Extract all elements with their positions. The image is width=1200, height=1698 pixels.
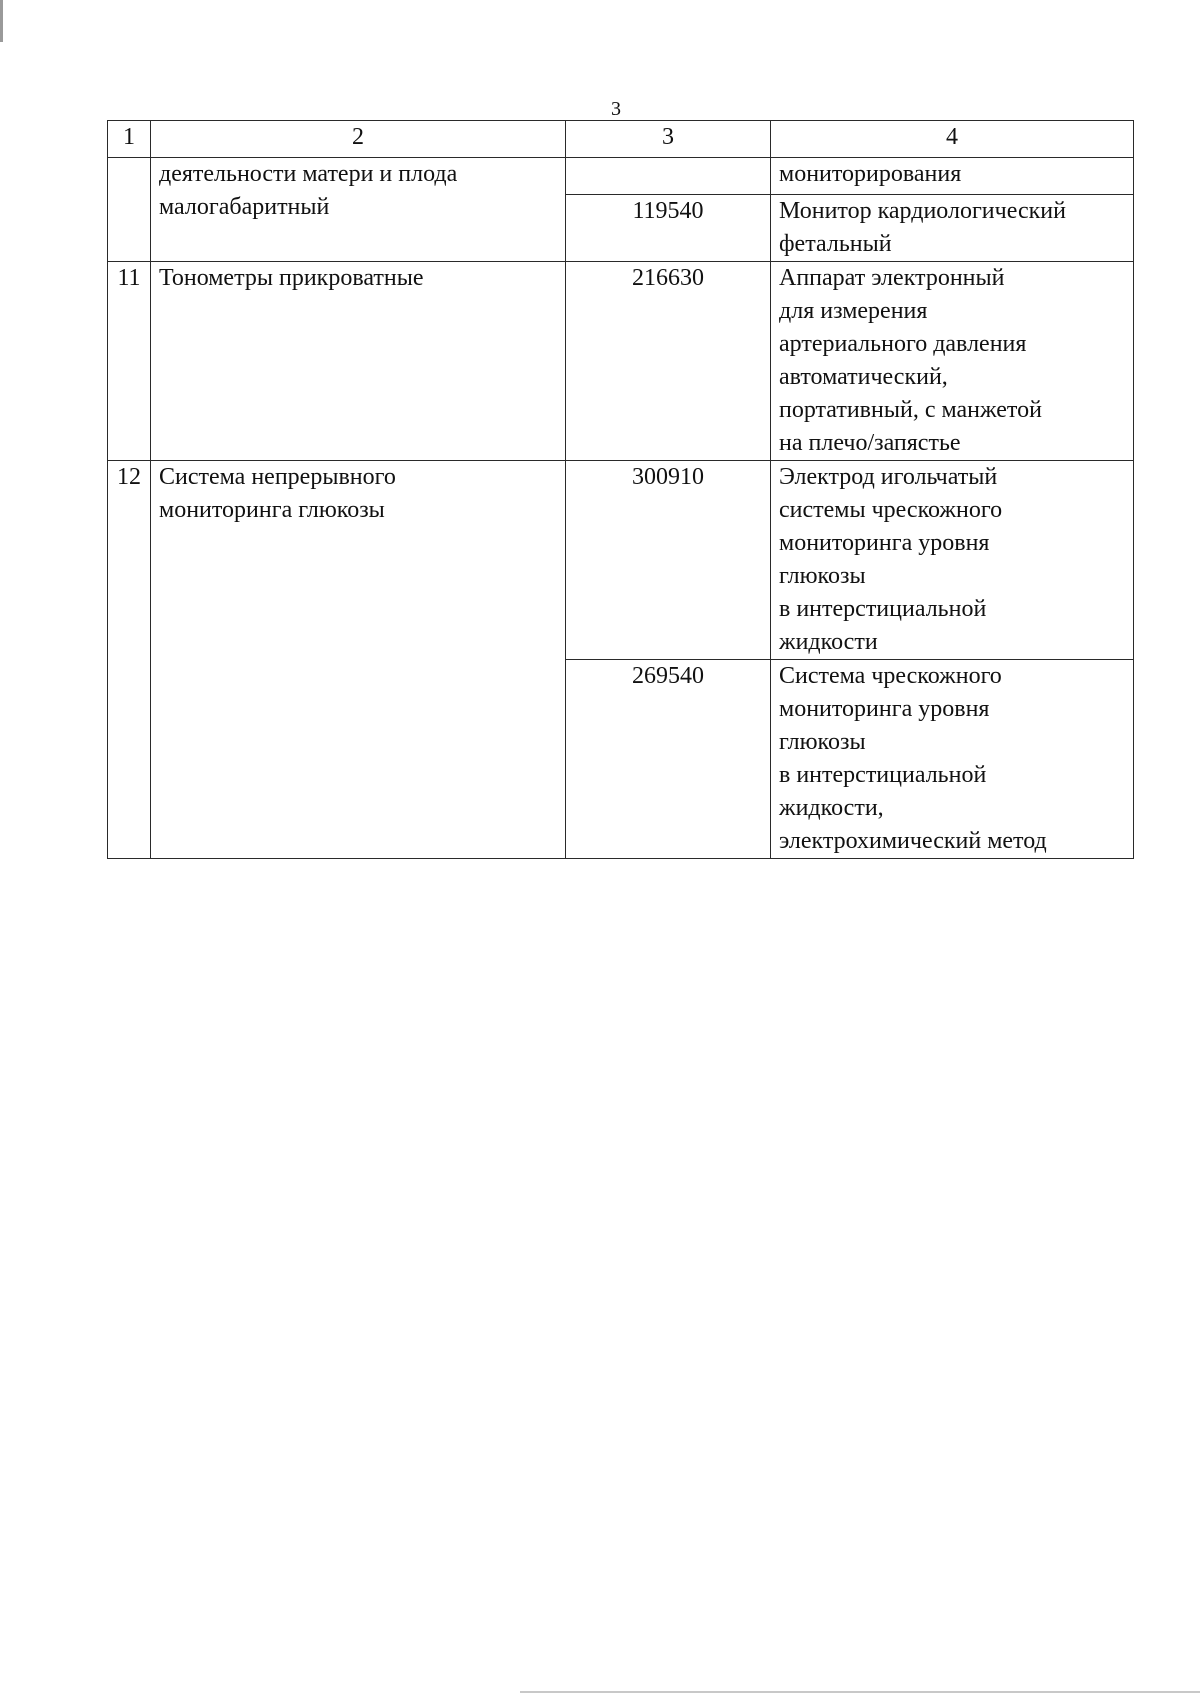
device-code-cell: 119540	[566, 195, 771, 262]
device-description-cell: Монитор кардиологический фетальный	[771, 195, 1134, 262]
device-description-cell: Электрод игольчатый системы чрескожного мониторинга уровня глюкозы в интерстициальной жидкости	[771, 461, 1134, 660]
device-name-cell: Тонометры прикроватные	[151, 262, 566, 461]
column-header: 2	[151, 121, 566, 158]
row-number-cell	[108, 158, 151, 262]
device-name-cell: деятельности матери и плода малогабаритный	[151, 158, 566, 262]
device-description-cell: мониторирования	[771, 158, 1134, 195]
device-code-cell	[566, 158, 771, 195]
table-header-row	[108, 121, 1134, 158]
table-row	[108, 461, 1134, 660]
row-number-cell: 12	[108, 461, 151, 859]
device-code-cell: 269540	[566, 660, 771, 859]
table-row	[108, 158, 1134, 195]
row-number-cell: 11	[108, 262, 151, 461]
column-header: 3	[566, 121, 771, 158]
scan-edge-artifact	[520, 1691, 1200, 1693]
scan-edge-artifact	[0, 0, 3, 42]
device-code-cell: 300910	[566, 461, 771, 660]
device-code-cell: 216630	[566, 262, 771, 461]
device-description-cell: Аппарат электронный для измерения артериального давления автоматический, портативный, с манжетой на плечо/запястье	[771, 262, 1134, 461]
device-table	[107, 120, 1134, 859]
table-row	[108, 262, 1134, 461]
device-description-cell: Система чрескожного мониторинга уровня глюкозы в интерстициальной жидкости, электрохимический метод	[771, 660, 1134, 859]
column-header: 1	[108, 121, 151, 158]
page-number: 3	[611, 98, 621, 120]
device-name-cell: Система непрерывного мониторинга глюкозы	[151, 461, 566, 859]
column-header: 4	[771, 121, 1134, 158]
